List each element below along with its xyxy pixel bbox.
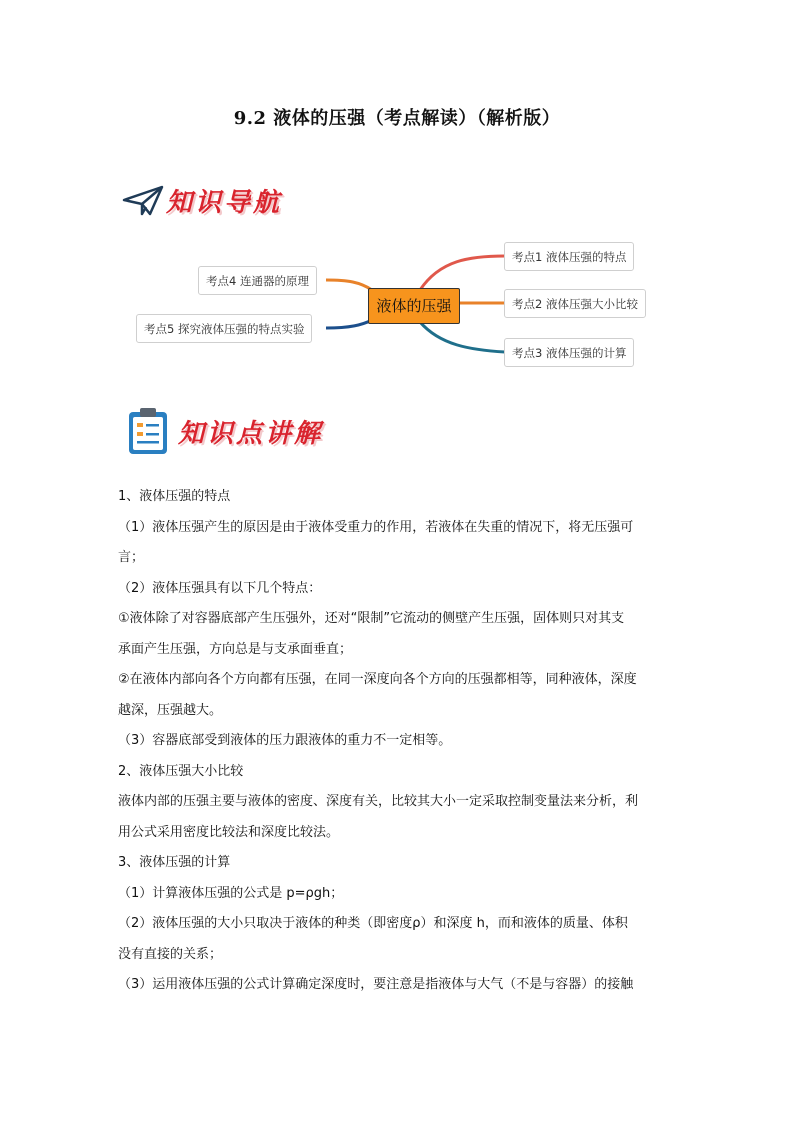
- text-line: 言；: [118, 550, 145, 565]
- knowledge-points-title: 知识点讲解: [178, 418, 324, 449]
- text-line: 没有直接的关系；: [118, 946, 223, 962]
- mind-map-node-k5: 考点5 探究液体压强的特点实验: [136, 314, 312, 343]
- text-line: 液体内部的压强主要与液体的密度、深度有关，比较其大小一定采取控制变量法来分析，利: [118, 794, 639, 809]
- mind-map-node-k2: 考点2 液体压强大小比较: [504, 289, 646, 318]
- text-line: （3）容器底部受到液体的压力跟液体的重力不一定相等。: [118, 733, 452, 748]
- text-line: ②在液体内部向各个方向都有压强，在同一深度向各个方向的压强都相等，同种液体，深度: [118, 672, 637, 687]
- mind-map-center: 液体的压强: [368, 288, 460, 324]
- knowledge-points-banner: [126, 406, 323, 456]
- text-line: （3）运用液体压强的公式计算确定深度时，要注意是指液体与大气（不是与容器）的接触: [118, 977, 634, 992]
- text-line: 3、液体压强的计算: [118, 855, 231, 870]
- connector-k5: [326, 320, 372, 328]
- text-line: （1）液体压强产生的原因是由于液体受重力的作用，若液体在失重的情况下，将无压强可: [118, 519, 634, 535]
- mind-map-node-k1: 考点1 液体压强的特点: [504, 242, 634, 271]
- knowledge-navigation-title: 知识导航: [166, 188, 283, 218]
- text-line: ①液体除了对容器底部产生压强外，还对“限制”它流动的侧壁产生压强，固体则只对其支: [118, 611, 625, 626]
- paper-plane-icon: [122, 184, 166, 218]
- text-line: 用公式采用密度比较法和深度比较法。: [118, 824, 340, 840]
- text-line: 越深，压强越大。: [118, 702, 223, 718]
- connector-k3: [420, 322, 505, 352]
- mind-map-node-k4: 考点4 连通器的原理: [198, 266, 317, 295]
- text-line: 承面产生压强，方向总是与支承面垂直；: [118, 641, 353, 657]
- connector-k4: [326, 280, 372, 290]
- text-line: （1）计算液体压强的公式是 p=ρgh；: [118, 885, 344, 901]
- connector-k1: [420, 256, 505, 290]
- text-line: （2）液体压强的大小只取决于液体的种类（即密度ρ）和深度 h，而和液体的质量、体积: [118, 916, 628, 931]
- mind-map: [0, 230, 794, 380]
- content-body: [118, 482, 678, 1001]
- page-title: 9.2 液体的压强（考点解读）（解析版）: [233, 108, 561, 129]
- mind-map-node-k3: 考点3 液体压强的计算: [504, 338, 634, 367]
- text-line: 1、液体压强的特点: [118, 489, 231, 504]
- text-line: 2、液体压强大小比较: [118, 763, 244, 779]
- text-line: （2）液体压强具有以下几个特点：: [118, 580, 322, 596]
- clipboard-icon: [126, 406, 170, 456]
- knowledge-navigation-banner: [122, 182, 282, 219]
